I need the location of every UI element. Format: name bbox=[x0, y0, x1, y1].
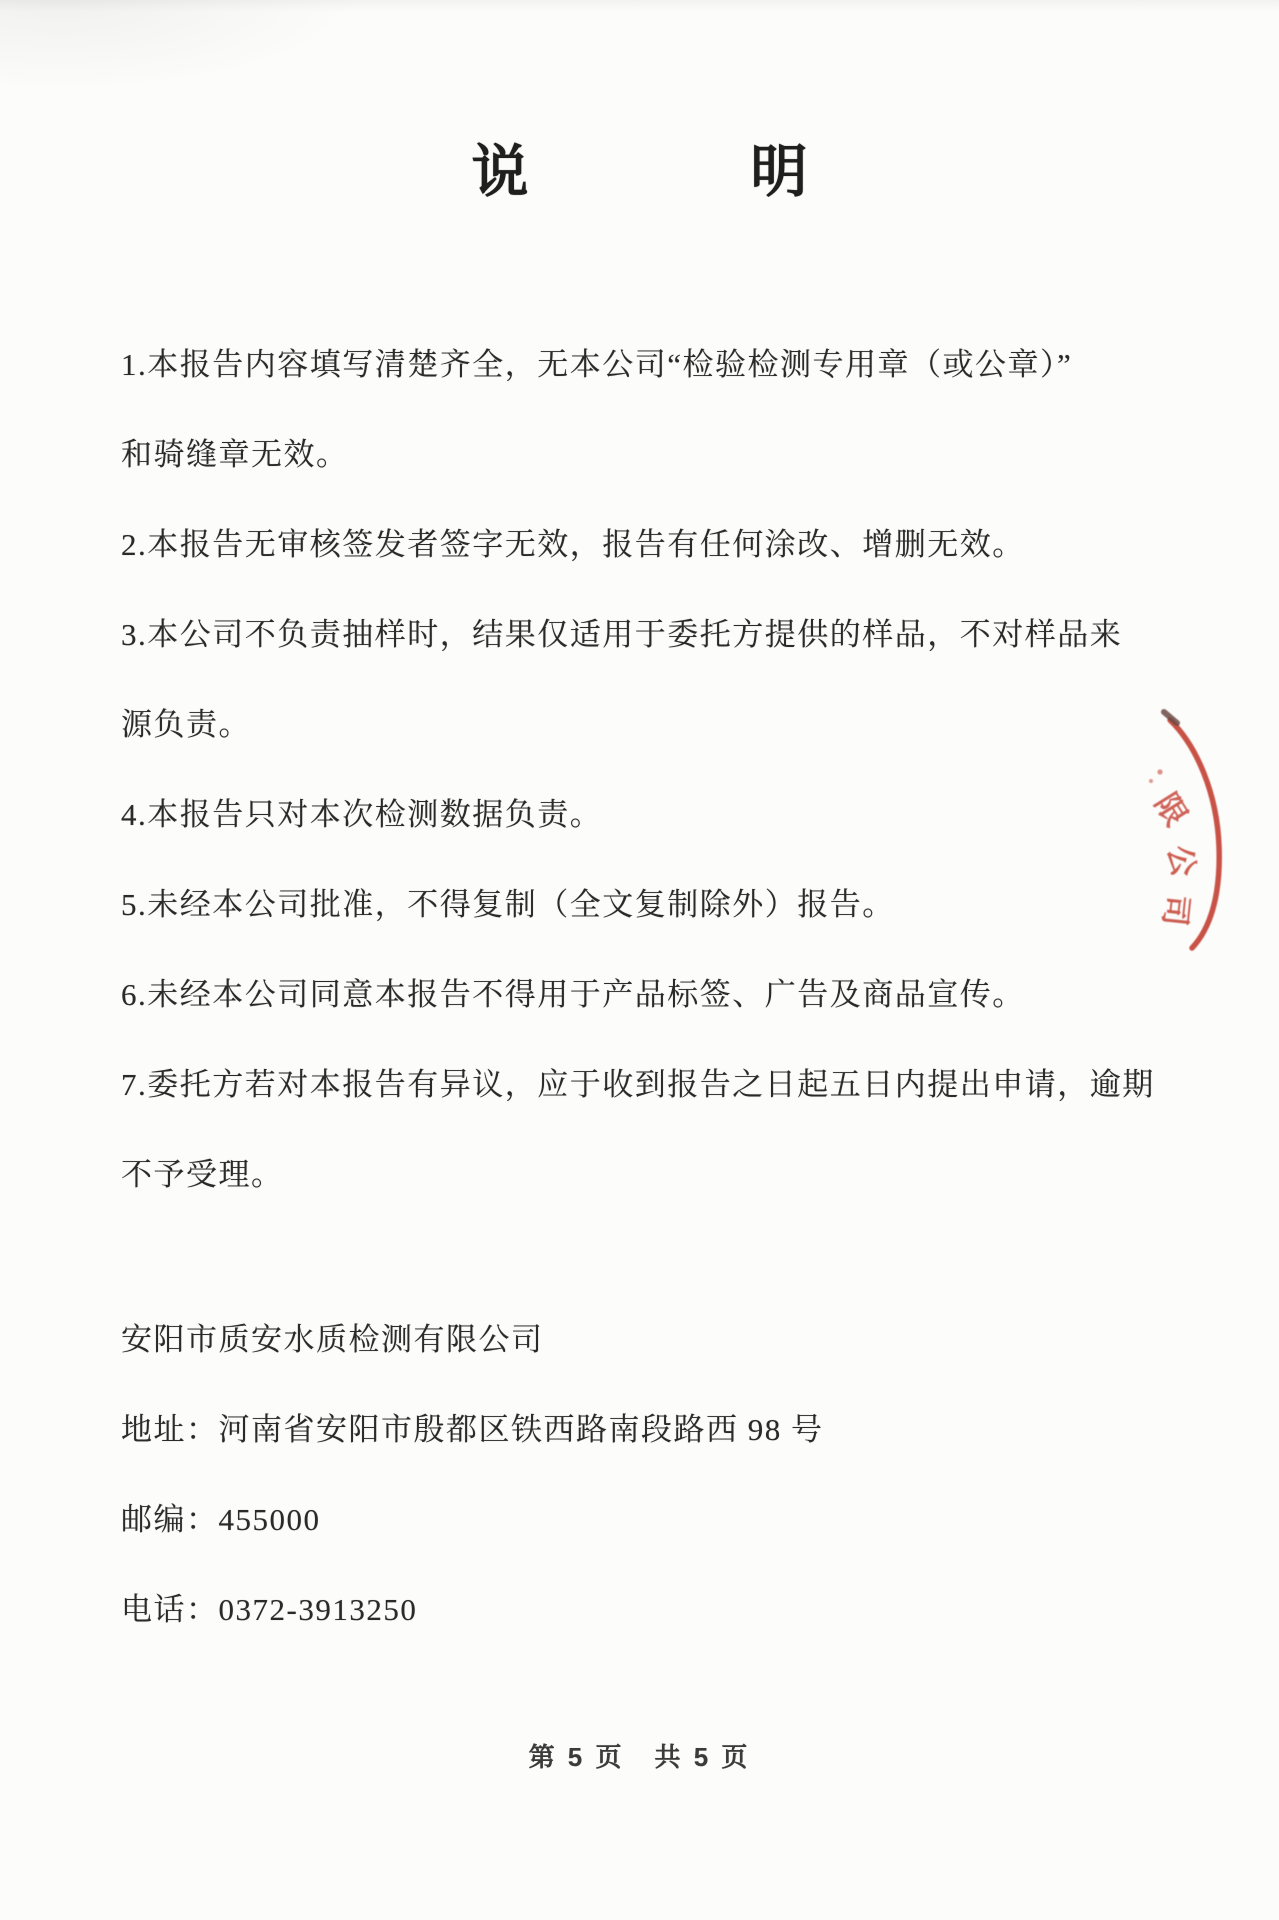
note-line: 7.委托方若对本报告有异议，应于收到报告之日起五日内提出申请，逾期 bbox=[121, 1067, 1155, 1102]
company-address: 地址：河南省安阳市殷都区铁西路南段路西 98 号 bbox=[121, 1412, 824, 1447]
stamp-char: 司 bbox=[1156, 893, 1195, 928]
note-line: 4.本报告只对本次检测数据负责。 bbox=[121, 797, 603, 832]
note-line: 2.本报告无审核签发者签字无效，报告有任何涂改、增删无效。 bbox=[121, 527, 1025, 562]
note-line: 和骑缝章无效。 bbox=[121, 437, 349, 472]
company-name: 安阳市质安水质检测有限公司 bbox=[121, 1322, 544, 1357]
footer-page-total: 共 5 页 bbox=[654, 1742, 751, 1772]
note-line: 3.本公司不负责抽样时，结果仅适用于委托方提供的样品，不对样品来 bbox=[121, 617, 1123, 652]
company-phone: 电话：0372-3913250 bbox=[121, 1592, 418, 1627]
note-line: 5.未经本公司批准，不得复制（全文复制除外）报告。 bbox=[121, 887, 895, 922]
stamp-char: 公 bbox=[1161, 842, 1202, 880]
page-title bbox=[0, 126, 1279, 208]
page-title-char-2: 明 bbox=[750, 141, 808, 204]
page-footer bbox=[0, 1737, 1279, 1774]
note-line: 不予受理。 bbox=[121, 1157, 284, 1192]
footer-page-current: 第 5 页 bbox=[528, 1742, 625, 1772]
page-title-char-1: 说 bbox=[471, 141, 529, 204]
note-line: 1.本报告内容填写清楚齐全，无本公司“检验检测专用章（或公章）” bbox=[121, 347, 1073, 382]
note-line: 源负责。 bbox=[121, 707, 251, 742]
company-postcode: 邮编：455000 bbox=[121, 1502, 321, 1537]
company-info-section bbox=[121, 1295, 1231, 1655]
stamp-char: 限 bbox=[1148, 787, 1195, 832]
notes-section bbox=[121, 320, 1231, 1220]
note-line: 6.未经本公司同意本报告不得用于产品标签、广告及商品宣传。 bbox=[121, 977, 1025, 1012]
